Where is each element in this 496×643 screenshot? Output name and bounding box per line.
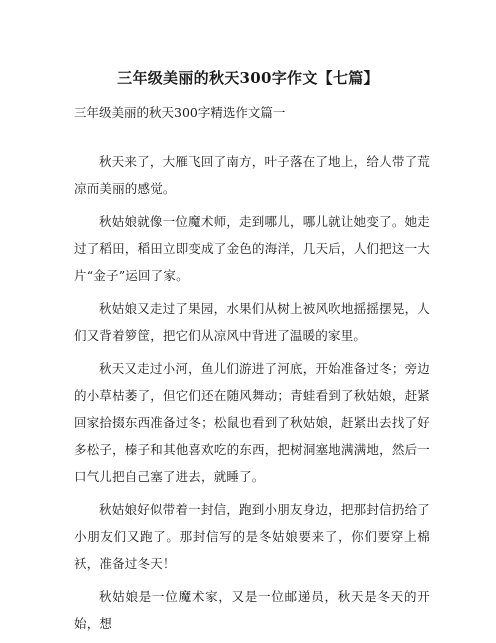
paragraph-2: 秋姑娘就像一位魔术师，走到哪儿，哪儿就让她变了。她走过了稻田，稻田立即变成了金色的海洋，几天后，人们把这一大片“金子”运回了家。 <box>74 214 430 283</box>
paragraph-4: 秋天又走过小河，鱼儿们游进了河底，开始准备过冬；旁边的小草枯萎了，但它们还在随风舞动；青蛙看到了秋姑娘，赶紧回家拾掇东西准备过冬；松鼠也看到了秋姑娘，赶紧出去找了好多松子，榛子和其他喜欢吃的东西，把树洞塞地满满地，然后一口气儿把自己塞了进去，就睡了。 <box>74 361 430 484</box>
article-body <box>74 148 430 643</box>
paragraph-5: 秋姑娘好似带着一封信，跑到小朋友身边，把那封信扔给了小朋友们又跑了。那封信写的是冬姑娘要来了，你们要穿上棉袄，准备过冬天！ <box>74 502 430 571</box>
paragraph-3: 秋姑娘又走过了果园，水果们从树上被风吹地摇摇摆晃，人们又背着箩筐，把它们从凉风中背进了温暖的家里。 <box>74 301 430 343</box>
paragraph-6: 秋姑娘是一位魔术家，又是一位邮递员，秋天是冬天的开始，想 <box>74 589 430 631</box>
document-title: 三年级美丽的秋天300字作文【七篇】 <box>117 69 379 87</box>
paragraph-1: 秋天来了，大雁飞回了南方，叶子落在了地上，给人带了荒凉而美丽的感觉。 <box>74 154 430 196</box>
section-heading: 三年级美丽的秋天300字精选作文篇一 <box>74 105 286 120</box>
